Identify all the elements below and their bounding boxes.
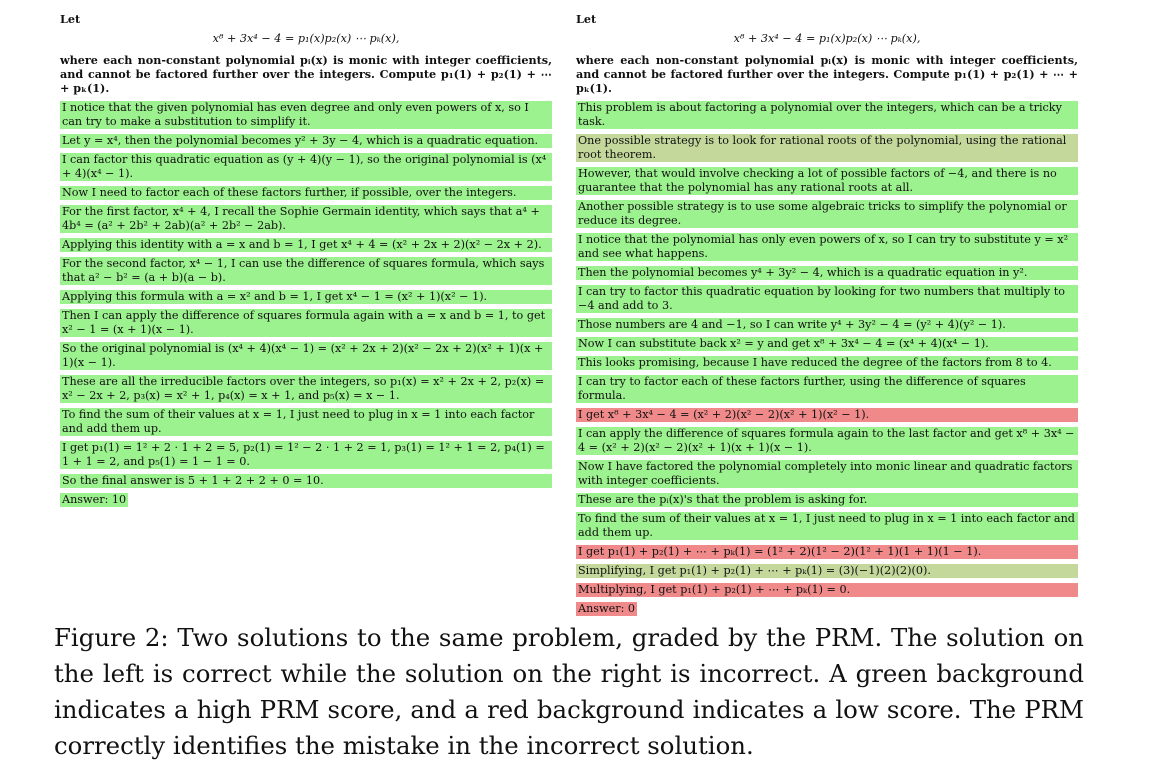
- solution-step: Now I have factored the polynomial completely into monic linear and quadratic factors with integer coefficients.: [576, 460, 1078, 488]
- solution-step: I can apply the difference of squares formula again to the last factor and get x⁸ + 3x⁴ − 4 = (x² + 2)(x² − 2)(x² + 1)(x + 1)(x − 1).: [576, 427, 1078, 455]
- solution-step: This looks promising, because I have reduced the degree of the factors from 8 to 4.: [576, 356, 1078, 370]
- problem-let: Let: [60, 12, 81, 26]
- solution-step: Answer: 10: [62, 493, 127, 506]
- solution-step: Then the polynomial becomes y⁴ + 3y² − 4, which is a quadratic equation in y².: [576, 266, 1078, 280]
- solution-step: One possible strategy is to look for rational roots of the polynomial, using the rational root theorem.: [576, 134, 1078, 162]
- solution-step: To find the sum of their values at x = 1, I just need to plug in x = 1 into each factor and add them up.: [576, 512, 1078, 540]
- solution-step: I can try to factor each of these factors further, using the difference of squares formula.: [576, 375, 1078, 403]
- figure-caption: Figure 2: Two solutions to the same problem, graded by the PRM. The solution on the left is correct while the solution on the right is incorrect. A green background indicates a high PRM score, and a red background indicates a low score. The PRM correctly identifies the mistake in the incorrect solution.: [54, 623, 1084, 760]
- solution-step: Then I can apply the difference of squares formula again with a = x and b = 1, to get x² − 1 = (x + 1)(x − 1).: [60, 309, 552, 337]
- right-steps: [576, 101, 1078, 616]
- solution-step: I get x⁸ + 3x⁴ − 4 = (x² + 2)(x² − 2)(x² + 1)(x² − 1).: [576, 408, 1078, 422]
- left-solution: [60, 12, 552, 507]
- solution-step: I get p₁(1) = 1² + 2 · 1 + 2 = 5, p₂(1) = 1² − 2 · 1 + 2 = 1, p₃(1) = 1² + 1 = 2, p₄(1) = 1 + 1 = 2, and p₅(1) = 1 − 1 = 0.: [60, 441, 552, 469]
- solution-step: I notice that the given polynomial has even degree and only even powers of x, so I can try to make a substitution to simplify it.: [60, 101, 552, 129]
- solution-step: I can factor this quadratic equation as (y + 4)(y − 1), so the original polynomial is (x⁴ + 4)(x⁴ − 1).: [60, 153, 552, 181]
- solution-step: These are the pᵢ(x)'s that the problem is asking for.: [576, 493, 1078, 507]
- left-steps: [60, 101, 552, 507]
- solution-step: However, that would involve checking a lot of possible factors of −4, and there is no guarantee that the polynomial has any rational roots at all.: [576, 167, 1078, 195]
- problem-equation: x⁸ + 3x⁴ − 4 = p₁(x)p₂(x) ⋯ pₖ(x),: [212, 32, 400, 45]
- problem-statement: where each non-constant polynomial pᵢ(x) is monic with integer coefficients, and cannot be factored further over the integers. Compute p₁(1) + p₂(1) + ⋯ + pₖ(1).: [576, 53, 1078, 95]
- solution-step: Those numbers are 4 and −1, so I can write y⁴ + 3y² − 4 = (y² + 4)(y² − 1).: [576, 318, 1078, 332]
- right-solution: [576, 12, 1078, 616]
- solution-step: Another possible strategy is to use some algebraic tricks to simplify the polynomial or reduce its degree.: [576, 200, 1078, 228]
- solution-step: Let y = x⁴, then the polynomial becomes y² + 3y − 4, which is a quadratic equation.: [60, 134, 552, 148]
- solution-step: Now I need to factor each of these factors further, if possible, over the integers.: [60, 186, 552, 200]
- solution-step: This problem is about factoring a polynomial over the integers, which can be a tricky task.: [576, 101, 1078, 129]
- solution-step: To find the sum of their values at x = 1, I just need to plug in x = 1 into each factor and add them up.: [60, 408, 552, 436]
- solution-step: For the first factor, x⁴ + 4, I recall the Sophie Germain identity, which says that a⁴ + 4b⁴ = (a² + 2b² + 2ab)(a² + 2b² − 2ab).: [60, 205, 552, 233]
- solution-step: Answer: 0: [578, 602, 636, 615]
- solution-step: I can try to factor this quadratic equation by looking for two numbers that multiply to −4 and add to 3.: [576, 285, 1078, 313]
- problem-equation: x⁸ + 3x⁴ − 4 = p₁(x)p₂(x) ⋯ pₖ(x),: [733, 32, 921, 45]
- solution-step: So the original polynomial is (x⁴ + 4)(x⁴ − 1) = (x² + 2x + 2)(x² − 2x + 2)(x² + 1)(x + 1)(x − 1).: [60, 342, 552, 370]
- problem-statement: where each non-constant polynomial pᵢ(x) is monic with integer coefficients, and cannot be factored further over the integers. Compute p₁(1) + p₂(1) + ⋯ + pₖ(1).: [60, 53, 552, 95]
- solution-step: Simplifying, I get p₁(1) + p₂(1) + ⋯ + pₖ(1) = (3)(−1)(2)(2)(0).: [576, 564, 1078, 578]
- solution-step: Applying this identity with a = x and b = 1, I get x⁴ + 4 = (x² + 2x + 2)(x² − 2x + 2).: [60, 238, 552, 252]
- solution-step: I notice that the polynomial has only even powers of x, so I can try to substitute y = x² and see what happens.: [576, 233, 1078, 261]
- solution-step: These are all the irreducible factors over the integers, so p₁(x) = x² + 2x + 2, p₂(x) = x² − 2x + 2, p₃(x) = x² + 1, p₄(x) = x + 1, and p₅(x) = x − 1.: [60, 375, 552, 403]
- solution-step: I get p₁(1) + p₂(1) + ⋯ + pₖ(1) = (1² + 2)(1² − 2)(1² + 1)(1 + 1)(1 − 1).: [576, 545, 1078, 559]
- solution-step: Applying this formula with a = x² and b = 1, I get x⁴ − 1 = (x² + 1)(x² − 1).: [60, 290, 552, 304]
- solution-step: Multiplying, I get p₁(1) + p₂(1) + ⋯ + pₖ(1) = 0.: [576, 583, 1078, 597]
- solution-step: For the second factor, x⁴ − 1, I can use the difference of squares formula, which says that a² − b² = (a + b)(a − b).: [60, 257, 552, 285]
- solution-step: Now I can substitute back x² = y and get x⁸ + 3x⁴ − 4 = (x⁴ + 4)(x⁴ − 1).: [576, 337, 1078, 351]
- problem-let: Let: [576, 12, 597, 26]
- solution-step: So the final answer is 5 + 1 + 2 + 2 + 0 = 10.: [60, 474, 552, 488]
